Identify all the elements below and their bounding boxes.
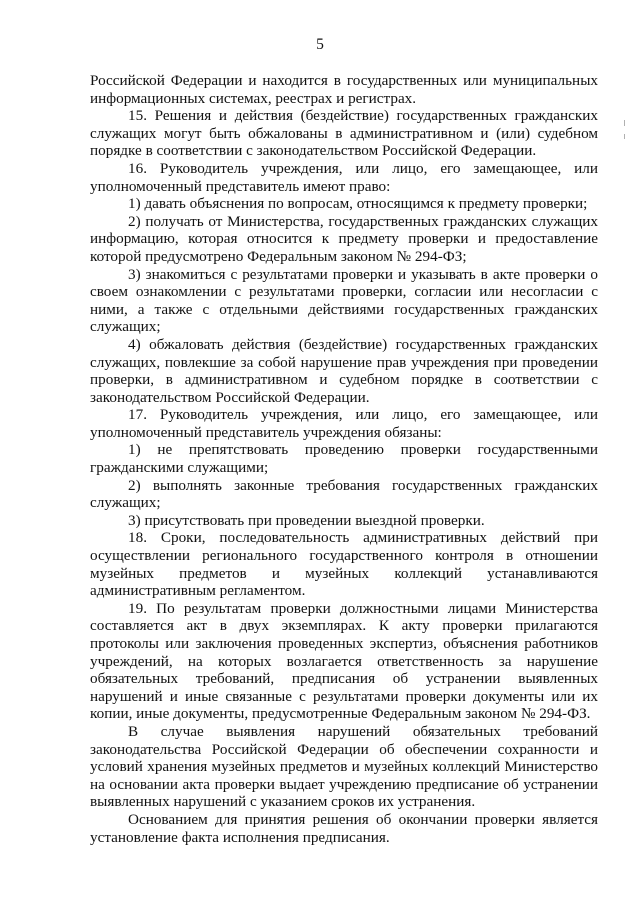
scan-margin-mark [624, 120, 625, 126]
paragraph-item-17: 17. Руководитель учреждения, или лицо, его замещающее, или уполномоченный представитель учреждения обязаны: [90, 406, 598, 441]
paragraph-item-18: 18. Сроки, последовательность административных действий при осуществлении регионального государственного контроля в отношении музейных предметов и музейных коллекций устанавливаются административным регламентом. [90, 529, 598, 600]
paragraph-completion-basis: Основанием для принятия решения об окончании проверки является установление факта исполнения предписания. [90, 810, 598, 846]
scan-margin-mark [624, 134, 625, 139]
document-body [90, 72, 598, 846]
paragraph-item-19: 19. По результатам проверки должностными лицами Министерства составляется акт в двух экземплярах. К акту проверки прилагаются протоколы или заключения проведенных экспертиз, объяснения работников учреждений, на которых возлагается ответственность за нарушение обязательных требований, предписания об устранении выявленных нарушений и иные связанные с результатами проверки документы или их копии, иные документы, предусмотренные Федеральным законом № 294-ФЗ. [90, 599, 598, 723]
paragraph-item-16: 16. Руководитель учреждения, или лицо, его замещающее, или уполномоченный представитель имеют право: [90, 159, 598, 195]
paragraph-duty-1: 1) не препятствовать проведению проверки государственными гражданскими служащими; [90, 441, 598, 477]
paragraph-duty-3: 3) присутствовать при проведении выездной проверки. [128, 511, 485, 529]
paragraph-right-2: 2) получать от Министерства, государственных гражданских служащих информацию, которая относится к предмету проверки и предоставление которой предусмотрено Федеральным законом № 294-ФЗ; [90, 212, 598, 265]
paragraph-item-15: 15. Решения и действия (бездействие) государственных гражданских служащих могут быть обжалованы в административном и (или) судебном порядке в соответствии с законодательством Российской Федерации. [90, 107, 598, 160]
paragraph-violations: В случае выявления нарушений обязательных требований законодательства Российской Федерации об обеспечении сохранности и условий хранения музейных предметов и музейных коллекций Министерство на основании акта проверки выдает учреждению предписание об устранении выявленных нарушений с указанием сроков их устранения. [90, 722, 598, 811]
paragraph-right-3: 3) знакомиться с результатами проверки и указывать в акте проверки о своем ознакомлении с результатами проверки, согласии или несогласии с ними, а также с отдельными действиями государственных гражданских служащих; [90, 265, 598, 336]
page-number: 5 [316, 36, 324, 53]
paragraph-continuation: Российской Федерации и находится в государственных или муниципальных информационных системах, реестрах и регистрах. [90, 72, 598, 107]
paragraph-right-4: 4) обжаловать действия (бездействие) государственных гражданских служащих, повлекшие за собой нарушение прав учреждения при проведении проверки, в административном и судебном порядке в соответствии с законодательством Российской Федерации. [90, 335, 598, 406]
paragraph-right-1: 1) давать объяснения по вопросам, относящимся к предмету проверки; [128, 195, 588, 213]
paragraph-duty-2: 2) выполнять законные требования государственных гражданских служащих; [90, 476, 598, 512]
